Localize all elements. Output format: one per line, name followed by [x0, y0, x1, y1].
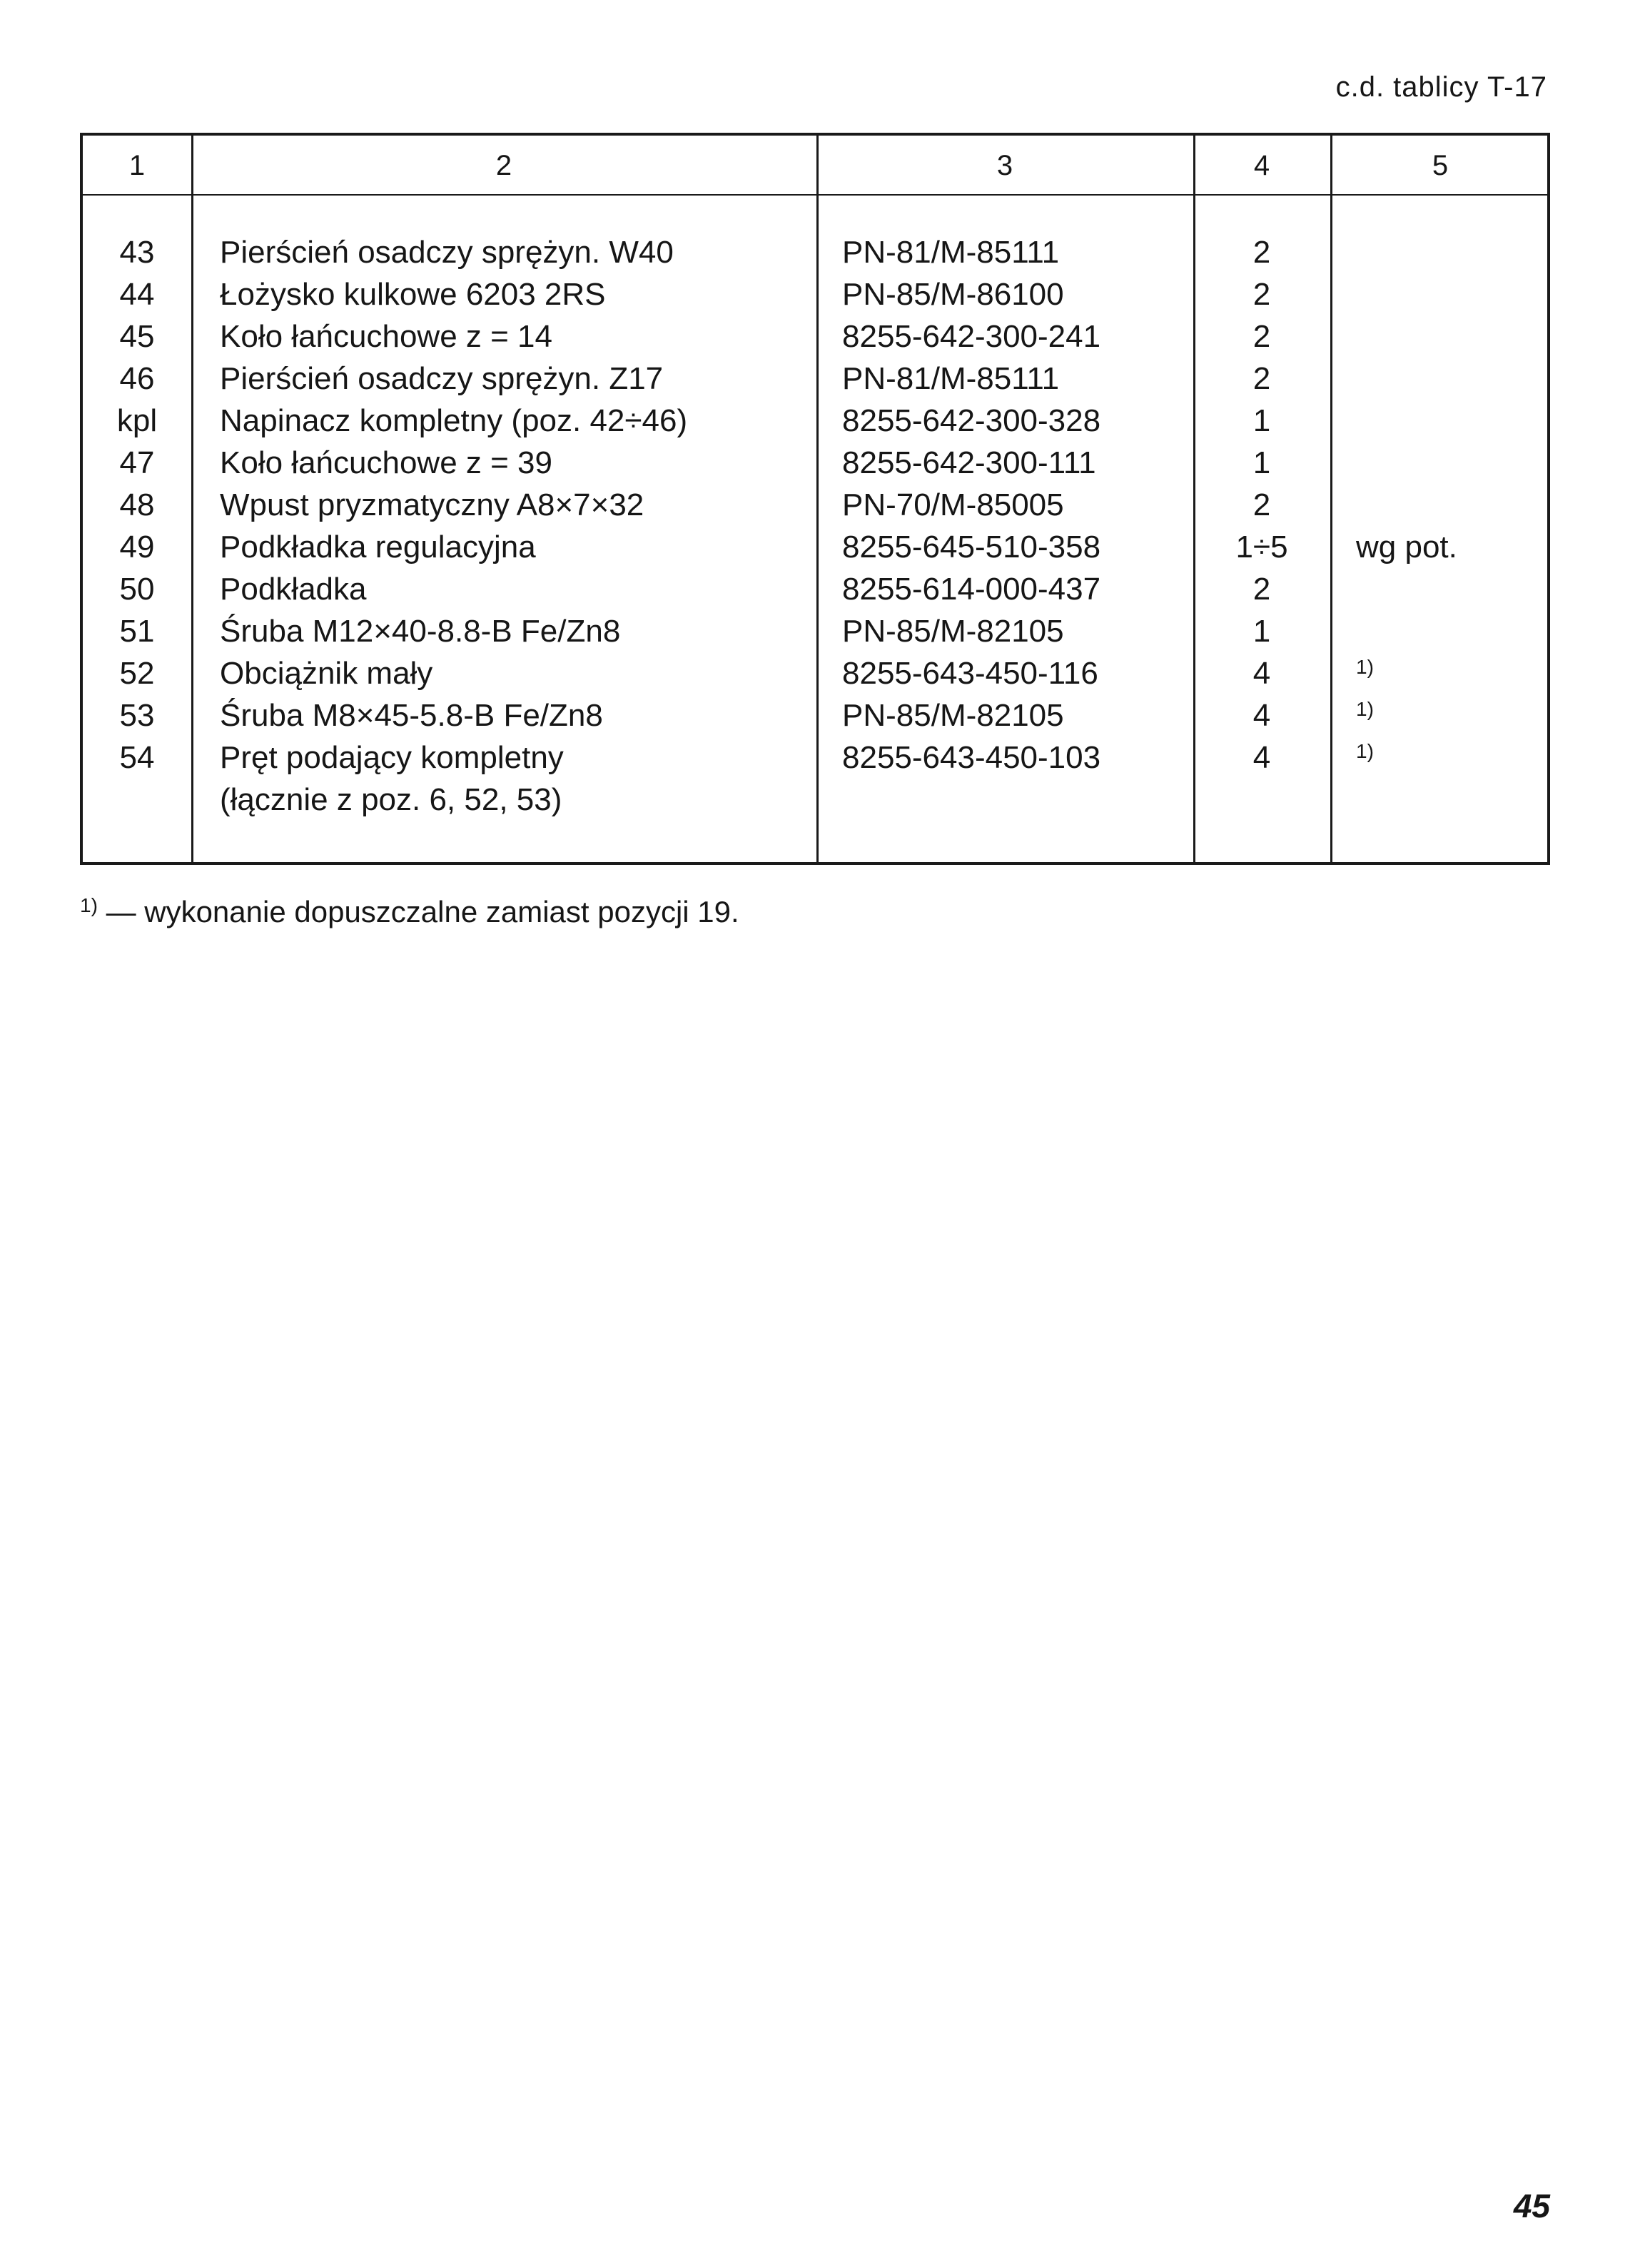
part-name: [220, 484, 805, 526]
quantity: 1: [1252, 445, 1271, 480]
part-code: 8255-643-450-103: [842, 740, 1101, 775]
quantity: 2: [1252, 277, 1271, 312]
quantity: 2: [1252, 487, 1271, 522]
part-name-line: Śruba M12×40-8.8-B Fe/Zn8: [220, 614, 621, 649]
part-name-line: Pierścień osadczy sprężyn. W40: [220, 235, 674, 270]
column-header-4: 4: [1253, 150, 1270, 181]
part-code: PN-85/M-82105: [842, 698, 1064, 733]
part-code: PN-70/M-85005: [842, 487, 1064, 522]
table-row: [83, 610, 1547, 652]
column-header-5: 5: [1432, 150, 1449, 181]
footnote-reference: 1): [1356, 656, 1374, 678]
position-number: 46: [119, 361, 155, 396]
remarks: [1356, 652, 1374, 694]
table-row: [83, 315, 1547, 358]
footnote-mark: 1): [80, 894, 98, 916]
part-name: [220, 400, 805, 442]
part-name-line: (łącznie z poz. 6, 52, 53): [220, 782, 562, 817]
quantity: 1: [1252, 614, 1271, 649]
quantity: 2: [1252, 319, 1271, 354]
table-body: [83, 231, 1547, 821]
part-name-line: Wpust pryzmatyczny A8×7×32: [220, 487, 644, 522]
table-row: [83, 358, 1547, 400]
part-code: PN-85/M-82105: [842, 614, 1064, 649]
part-name-line: Pręt podający kompletny: [220, 740, 564, 775]
position-number: 49: [119, 530, 155, 565]
page-number: 45: [1513, 2187, 1550, 2224]
parts-table: [80, 133, 1550, 865]
part-name: [220, 694, 805, 736]
part-name-line: Łożysko kulkowe 6203 2RS: [220, 277, 606, 312]
table-row: [83, 273, 1547, 315]
part-name: [220, 358, 805, 400]
position-number: 45: [119, 319, 155, 354]
table-row: [83, 231, 1547, 273]
column-header-1: 1: [128, 150, 146, 181]
quantity: 1: [1252, 403, 1271, 438]
position-number: 53: [119, 698, 155, 733]
quantity: 2: [1252, 572, 1271, 607]
part-code: PN-85/M-86100: [842, 277, 1064, 312]
quantity: 4: [1252, 698, 1271, 733]
part-name: [220, 736, 805, 821]
remarks: [1356, 694, 1374, 736]
column-header-3: 3: [996, 150, 1013, 181]
position-number: 47: [119, 445, 155, 480]
position-number: 52: [119, 656, 155, 691]
position-number: 44: [119, 277, 155, 312]
position-number: 43: [119, 235, 155, 270]
quantity: 4: [1252, 740, 1271, 775]
part-name-line: Podkładka: [220, 572, 367, 607]
table-row: [83, 526, 1547, 568]
position-number: 50: [119, 572, 155, 607]
part-name-line: Podkładka regulacyjna: [220, 530, 536, 565]
part-name-line: Śruba M8×45-5.8-B Fe/Zn8: [220, 698, 603, 733]
part-name: [220, 231, 805, 273]
position-number: 48: [119, 487, 155, 522]
footnote-reference: 1): [1356, 698, 1374, 720]
position-number: 54: [119, 740, 155, 775]
part-name: [220, 442, 805, 484]
quantity: 4: [1252, 656, 1271, 691]
part-name: [220, 273, 805, 315]
table-row: [83, 484, 1547, 526]
part-code: 8255-642-300-241: [842, 319, 1101, 354]
remarks: wg pot.: [1356, 530, 1457, 565]
quantity: 1÷5: [1235, 530, 1288, 565]
remarks: [1356, 736, 1374, 779]
position-number: 51: [119, 614, 155, 649]
footnote-reference: 1): [1356, 740, 1374, 762]
footnote-text: — wykonanie dopuszczalne zamiast pozycji 19.: [97, 895, 739, 928]
part-name-line: Koło łańcuchowe z = 14: [220, 319, 552, 354]
part-name: [220, 568, 805, 610]
part-name-line: Koło łańcuchowe z = 39: [220, 445, 552, 480]
part-code: 8255-643-450-116: [842, 656, 1098, 691]
column-header-2: 2: [495, 150, 512, 181]
part-code: 8255-642-300-328: [842, 403, 1101, 438]
part-name: [220, 315, 805, 358]
part-name: [220, 526, 805, 568]
table-caption: c.d. tablicy T-17: [1335, 71, 1547, 103]
quantity: 2: [1252, 235, 1271, 270]
part-name-line: Pierścień osadczy sprężyn. Z17: [220, 361, 664, 396]
table-row: [83, 736, 1547, 821]
part-code: 8255-614-000-437: [842, 572, 1101, 607]
table-row: [83, 652, 1547, 694]
part-code: PN-81/M-85111: [842, 361, 1060, 396]
position-number: kpl: [116, 403, 158, 438]
table-row: [83, 694, 1547, 736]
part-code: PN-81/M-85111: [842, 235, 1060, 270]
quantity: 2: [1252, 361, 1271, 396]
part-name-line: Obciążnik mały: [220, 656, 433, 691]
part-name-line: Napinacz kompletny (poz. 42÷46): [220, 403, 688, 438]
table-row: [83, 400, 1547, 442]
part-name: [220, 610, 805, 652]
part-name: [220, 652, 805, 694]
table-row: [83, 568, 1547, 610]
part-code: 8255-645-510-358: [842, 530, 1101, 565]
footnote: [80, 895, 739, 929]
table-row: [83, 442, 1547, 484]
part-code: 8255-642-300-111: [842, 445, 1096, 480]
header-divider: [83, 194, 1547, 196]
